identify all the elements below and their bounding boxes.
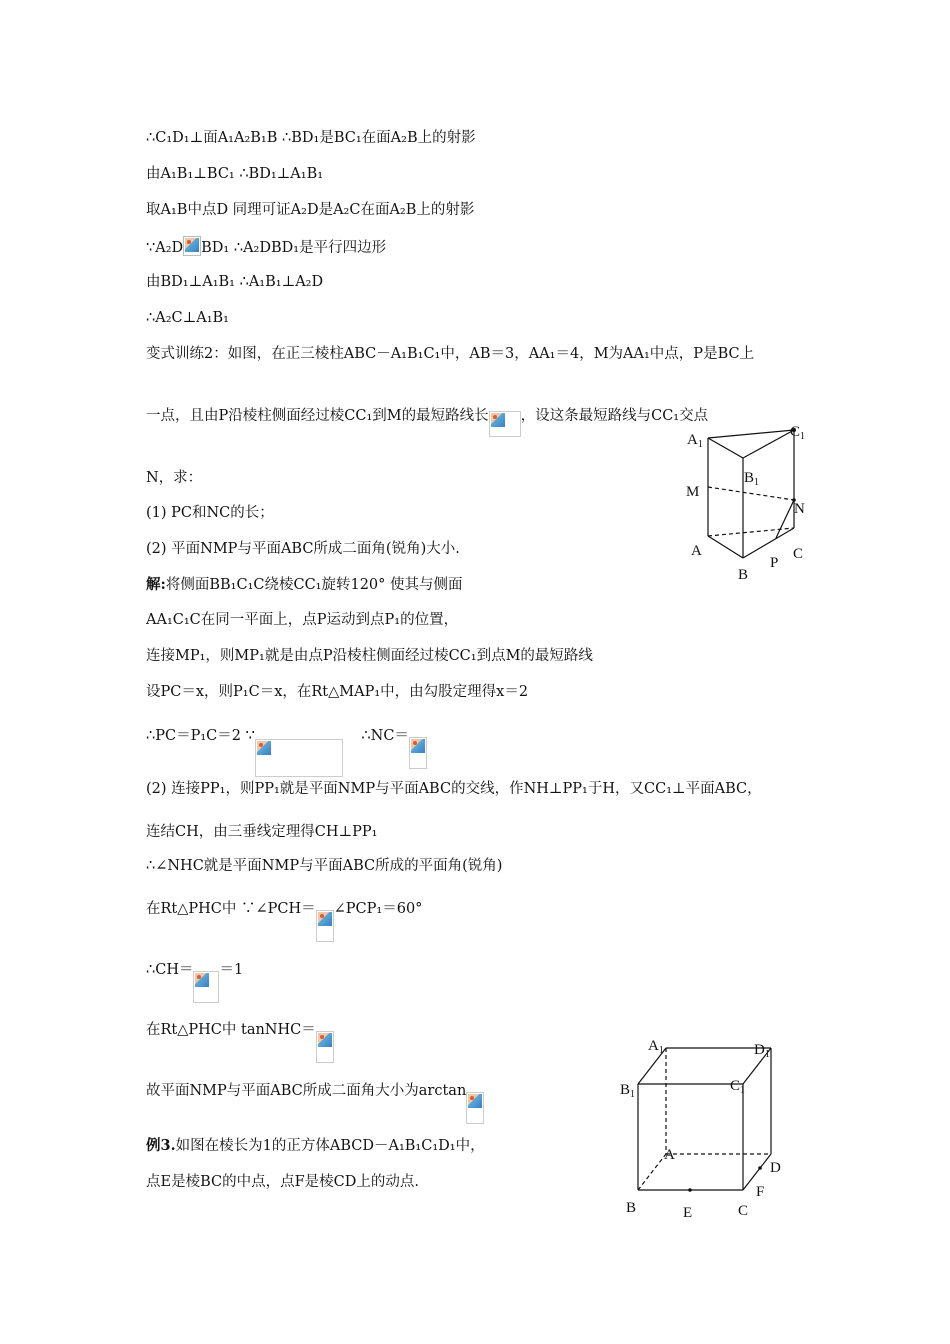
label-e: E	[683, 1205, 693, 1221]
exercise-2-statement: 变式训练2：如图，在正三棱柱ABC－A₁B₁C₁中，AB＝3，AA₁＝4，M为AA₁中点，P是BC上	[146, 346, 755, 362]
label-a: A	[664, 1147, 675, 1163]
solution-part-2-line-3: ∴∠NHC就是平面NMP与平面ABC所成的平面角(锐角)	[146, 858, 503, 874]
solution-line-2: AA₁C₁C在同一平面上，点P运动到点P₁的位置，	[146, 612, 459, 628]
proof-line-5: 由BD₁⊥A₁B₁ ∴A₁B₁⊥A₂D	[146, 274, 324, 290]
label-d: D	[770, 1160, 781, 1176]
solution-line-4: 设PC＝x，则P₁C＝x，在Rt△MAP₁中，由勾股定理得x＝2	[146, 684, 529, 700]
label-m: M	[686, 484, 700, 500]
formula-image-icon	[410, 738, 426, 756]
proof-line-3: 取A₁B中点D 同理可证A₂D是A₂C在面A₂B上的射影	[146, 202, 475, 218]
edge-a1-b1	[708, 438, 743, 458]
exercise-2-line-2: 一点，且由P沿棱柱侧面经过棱CC₁到M的最短路线长 ，设这条最短路线与CC₁交点	[146, 406, 708, 437]
formula-image-icon	[317, 1032, 333, 1050]
label-a1: $A_1$	[687, 432, 703, 450]
formula-image-icon	[183, 236, 201, 256]
proof-line-1: ∴C₁D₁⊥面A₁A₂B₁B ∴BD₁是BC₁在面A₂B上的射影	[146, 130, 476, 146]
label-b: B	[626, 1200, 637, 1216]
formula-image-icon	[194, 972, 210, 990]
question-1: (1) PC和NC的长；	[146, 505, 274, 521]
formula-image-icon	[490, 412, 506, 430]
label-c1: $C_1$	[790, 424, 806, 442]
formula-box	[316, 1031, 334, 1063]
label-f: F	[756, 1184, 765, 1200]
point-f	[758, 1166, 762, 1170]
example-3-line-1: 例3.如图在棱长为1的正方体ABCD－A₁B₁C₁D₁中，	[146, 1137, 485, 1154]
solution-line-5: ∴PC＝P₁C＝2 ∵ ∴NC＝	[146, 726, 427, 777]
segment-m-n	[708, 487, 794, 500]
label-b1: $B_1$	[620, 1082, 636, 1100]
formula-box	[466, 1092, 484, 1124]
formula-box	[489, 411, 521, 437]
solution-part-2-line-4: 在Rt△PHC中 ∵∠PCH＝ ∠PCP₁＝60°	[146, 899, 422, 942]
formula-image-icon	[317, 911, 333, 929]
example-3-line-2: 点E是棱BC的中点，点F是棱CD上的动点.	[146, 1174, 419, 1190]
label-c: C	[793, 546, 804, 562]
solution-line-1: 解:将侧面BB₁C₁C绕棱CC₁旋转120° 使其与侧面	[146, 576, 463, 593]
segment-n-p	[776, 500, 794, 538]
solution-part-2-line-2: 连结CH，由三垂线定理得CH⊥PP₁	[146, 824, 378, 840]
formula-box	[193, 971, 219, 1003]
solution-part-2-line-7: 故平面NMP与平面ABC所成二面角大小为arctan	[146, 1081, 484, 1124]
label-a1: $A_1$	[648, 1038, 664, 1056]
label-a: A	[691, 543, 702, 559]
formula-box	[316, 910, 334, 942]
question-2: (2) 平面NMP与平面ABC所成二面角(锐角)大小.	[146, 541, 460, 557]
label-p: P	[770, 555, 779, 571]
label-c1: $C_1$	[730, 1078, 746, 1096]
solution-part-2-line-6: 在Rt△PHC中 tanNHC＝	[146, 1020, 334, 1063]
formula-box	[409, 737, 427, 769]
proof-line-6: ∴A₂C⊥A₁B₁	[146, 310, 229, 326]
point-e	[688, 1188, 692, 1192]
formula-image-icon	[256, 740, 272, 758]
edge-a-b	[708, 536, 743, 558]
label-d1: $D_1$	[754, 1042, 770, 1060]
proof-line-2: 由A₁B₁⊥BC₁ ∴BD₁⊥A₁B₁	[146, 166, 324, 182]
exercise-2-line-3: N，求：	[146, 470, 203, 486]
solution-part-2-line-1: (2) 连接PP₁，则PP₁就是平面NMP与平面ABC的交线，作NH⊥PP₁于H，又CC₁⊥平面ABC，	[146, 781, 762, 797]
label-c: C	[738, 1203, 749, 1219]
formula-box	[255, 739, 343, 777]
label-b1: $B_1$	[744, 470, 760, 488]
cube-figure	[618, 1034, 798, 1224]
edge-a-c-hidden	[708, 528, 794, 536]
label-b: B	[738, 567, 749, 583]
edge-a-b-hidden	[638, 1154, 666, 1190]
prism-figure	[680, 420, 820, 590]
solution-part-2-line-5: ∴CH＝ ＝1	[146, 960, 243, 1003]
formula-image-icon	[467, 1093, 483, 1111]
proof-line-4: ∵A₂D BD₁ ∴A₂DBD₁是平行四边形	[146, 236, 386, 258]
solution-line-3: 连接MP₁，则MP₁就是由点P沿棱柱侧面经过棱CC₁到点M的最短路线	[146, 648, 593, 664]
label-n: N	[794, 501, 805, 517]
